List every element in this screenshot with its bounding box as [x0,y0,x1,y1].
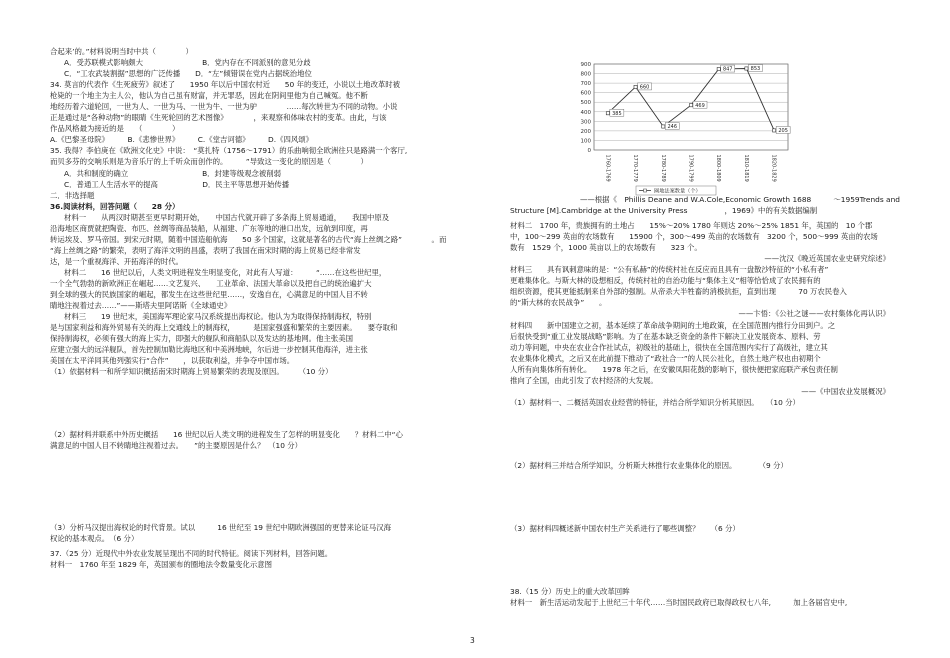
q33-options-cd: C．“工农武装割据”思想的广泛传播 D．“左”倾错误在党内占据统治地位 [64,69,312,79]
q36-question-2: 满意足的中国人目不转睛地注视着过去。 ”的主要原因是什么？ （10 分） [50,441,303,451]
q36-material-1: 达，是一个重视海洋、开拓海洋的时代。 [50,256,184,266]
q36-material-3: 应建立强大的远洋舰队，首先控制加勒比海地区和中美洲地峡，尔后进一步控制其他海洋，进主张 [50,345,368,355]
q36-question-3: 权论的基本观点。 （6 分） [50,533,139,543]
data-point [773,129,776,132]
y-tick-label: 600 [580,90,591,97]
q37-material-4: 后很快受到“重工业发展战略”影响。为了在基本缺乏资金的条件下解决工业发展资本、原料、劳 [510,331,821,341]
q36-material-1: 材料一 从两汉时期甚至更早时期开始， 中国古代就开辟了多条海上贸易通道， 我国中原及 [64,212,390,222]
y-tick-label: 200 [580,128,591,135]
q36-question-2: （2）据材料并联系中外历史概括 16 世纪以后人类文明的进程发生了怎样的明显变化 ？材料二中“心 [50,430,403,440]
legend-label: 圈地法案数量（个） [654,188,701,195]
q37-material-2: 中，100～299 英亩的农场数有 15900 个，300～499 英亩的农场数有 3200 个，500～999 英亩的农场 [510,232,878,242]
chart-source: Structure [M].Cambridge at the University Press ，1969》中的有关数据编制 [510,206,818,216]
q36-question-3: （3）分析马汉提出海权论的时代背景。试以 16 世纪至 19 世纪中期欧洲强国的更替来论证马汉海 [50,522,391,532]
q37-material-3: 组织资源，使其更能抵制来自外部的强制。从帝杀大半牲畜的消极抗拒，直到出现 70 万农民卷入 [510,287,847,297]
data-label: 660 [639,84,650,91]
x-tick-label: 1800-1809 [715,154,722,182]
q34-options: A.《巴黎圣母院》 B.《悲惨世界》 C.《堂吉诃德》 D.《四风颂》 [50,135,314,145]
q37-material-3: 更难集体化。与斯大林的设想相反，传统村社的自治功能与“集体主义”相等恰恰成了农民拥有的 [510,276,821,286]
data-label: 853 [750,66,761,73]
q37-material-2: 数有 1529 个，1000 英亩以上的农场数有 323 个。 [510,243,702,253]
data-label: 469 [695,102,705,109]
x-tick-label: 1770-1779 [632,154,639,182]
q36-material-2: 一个全气勃勃的新欧洲正在崛起……文艺复兴、 工业革命、法国大革命以及把自己的统治遍扩大 [50,278,372,288]
x-tick-label: 1810-1819 [742,154,749,182]
material-3-source: ——卞悟：《公社之谜——农村集体化再认识》 [738,309,890,319]
y-tick-label: 100 [580,138,591,145]
q34-stem: 地经历着六道轮回，一世为人、一世为马、一世为牛、一世为驴 ……每次转世为不同的动物。小说 [50,102,398,112]
q34-stem: 作品风格最为接近的是 （ ） [50,124,180,134]
data-label: 246 [667,124,678,131]
q36-question-1: （1）依据材料一和所学知识概括南宋时期海上贸易繁荣的表现及原因。 （10 分） [50,367,333,377]
q38-heading: 38.（15 分）历史上的重大改革回眸 [510,586,630,596]
page-number: 3 [470,636,475,645]
q36-material-3: 材料三 19 世纪末，美国海军理论家马汉系统提出海权论。他认为为取得保持制海权，特别 [64,312,372,322]
q36-material-2: 睛地注视着过去……”——斯塔夫里阿诺斯《全球通史》 [50,301,232,311]
q37-material-3: 的“斯大林的农民战争” 。 [510,298,607,308]
q34-stem: 34. 莫言的代表作《生死疲劳》叙述了 1950 年以后中国农村近 50 年的变迁，小说以土地改革时被 [50,80,401,90]
q37-question-1: （1）据材料一、二概括英国农业经营的特征，并结合所学知识分析其原因。 （10 分） [510,397,800,407]
q37-material-3: 材料三 具有讽刺意味的是：“公有私赫”的传统村社在反应而且具有一盘散沙特征的“小私有者” [510,265,829,275]
chart-source: ——根据《 Phillis Deane and W.A.Cole,Economic Growth 1688 ～1959Trends and [580,195,900,204]
y-tick-label: 700 [580,81,591,88]
enclosure-line-chart [566,58,796,200]
q36-material-1: “海上丝绸之路”的繁荣，表明了海洋文明的昌盛，表明了我国在南宋时期的海上贸易已经非常发 [50,245,361,255]
q37-material-4: 推向了全国，由此引发了农村经济的大发展。 [510,375,658,385]
data-point [745,67,748,70]
q35-stem: 而贝多芬的交响乐则是为音乐厅的上千听众而创作的。 ”导致这一变化的原因是（ ） [50,157,368,167]
q36-material-1: 转运埃及、罗马帝国。到宋元时期，随着中国造船航海 50 多个国家，这就是著名的古代“海上丝绸之路” 。而 [50,234,447,244]
q33-options-ab: A．受苏联模式影响颇大 B．党内存在不同派别的意见分歧 [64,58,311,68]
q33-stem-end: 合起来’的。”材料说明当时中共（ ） [50,47,193,56]
enclosure-chart [510,58,910,200]
q34-stem: 正是通过是“各种动物”的眼睛《生死轮回的艺术图像》 ，来观察和体味农村的变革。由此，与该 [50,113,387,123]
q35-stem: 35. 我得？李伯庚在《欧洲文化史》中说： “莫扎特（1756～1791）的乐曲响彻全欧洲往只是路满一个客厅, [50,146,408,156]
y-tick-label: 800 [580,71,591,78]
x-tick-label: 1780-1789 [659,154,666,182]
y-tick-label: 900 [580,62,591,68]
data-point [717,67,720,70]
legend-marker [644,189,647,192]
q37-material-4: 材料四 新中国建立之初，基本延续了革命战争期间的土地政策，在全国范围内推行分田到户。之 [510,320,836,330]
q36-material-3: 是与国家利益和海外贸易有关的海上交通线上的制海权， 是国家强盛和繁荣的主要因素。 要夺取和 [50,323,398,333]
q36-material-2: 到全球的强大的民族国家的崛起，都发生在这些世纪里……，安逸自在，心满意足的中国人目不转 [50,290,368,300]
right-column [510,58,910,608]
series-line [608,68,774,130]
y-tick-label: 400 [580,109,591,116]
section-heading: 二．非选择题 [50,190,95,200]
q36-heading: 36.阅读材料，回答问题（ 28 分） [50,201,180,211]
q37-question-3: （3）据材料四概述新中国农村生产关系进行了哪些调整？ （6 分） [510,523,740,533]
q37-heading: 37.（25 分）近现代中外农业发展呈现出不同的时代特征。阅读下列材料，回答问题。 [50,548,333,558]
data-point [634,85,637,88]
q36-material-3: 保持制海权，必须有强大的海上实力，即强大的舰队和商船队以及发达的基地网。他主张美国 [50,334,354,344]
x-tick-label: 1820-1829 [770,154,777,182]
q35-options-ab: A．共和制度的确立 B．封建等级观念被削弱 [64,168,282,178]
q36-material-3: 美国在太平洋同其他列强实行“合作” ，以获取利益，并争夺中国市场。 [50,356,295,366]
left-column [50,46,460,570]
x-tick-label: 1760-1769 [604,154,611,182]
y-tick-label: 500 [580,100,591,107]
q36-material-1: 沿海地区商贾就把陶瓷、布匹、丝绸等商品装船，从福建、广东等地的港口出发，远航到印度，再 [50,223,368,233]
x-tick-label: 1790-1799 [687,154,694,182]
data-point [662,125,665,128]
q37-material-1: 材料一 1760 年至 1829 年，英国颁布的圈地法令数量变化示意图 [50,559,273,569]
data-label: 847 [722,66,733,73]
q37-material-4: 人所有向集体所有转化。 1978 年之后，在安徽凤阳花鼓的影响下，很快便把家庭联产承包责任制 [510,364,838,374]
y-tick-label: 300 [580,119,591,126]
q37-material-4: 动力等问题，中央在农业合作社试点，初级社的基础上，很快在全国范围内实行了高级社，建立其 [510,342,828,352]
q36-material-2: 材料二 16 世纪以后，人类文明进程发生明显变化，对此有人写道： “……在这些世纪里， [64,267,387,277]
material-2-source: ——沈汉《晚近英国农业史研究综述》 [764,254,890,264]
data-point [606,112,609,115]
material-4-source: ——《中国农业发展概况》 [801,386,890,396]
q35-options-cd: C．普通工人生活水平的提高 D．民主平等思想开始传播 [64,179,290,189]
y-tick-label: 0 [587,148,591,154]
data-label: 385 [612,110,622,117]
q34-stem: 枪毙的一个地主为主人公，他认为自己虽有财富，并无罪恶，因此在阴间里他为自己喊冤。他不断 [50,91,368,101]
data-label: 205 [778,128,788,135]
q37-material-2: 材料二 1700 年，贵族拥有的土地占 15%～20% 1780 年则达 20%～25% 1851 年，英国的 10 个郡 [510,221,873,231]
q37-material-4: 农业集体化模式，之后又在此前提下推动了“政社合一”的人民公社化，自然土地产权也由初期个 [510,353,821,363]
q38-material-1: 材料一 新生活运动发起于上世纪三十年代……当时国民政府已取得政权七八年, 加上各届官史中, [510,598,848,608]
data-point [689,104,692,107]
q37-question-2: （2）据材料三并结合所学知识，分析斯大林推行农业集体化的原因。 （9 分） [510,460,788,470]
